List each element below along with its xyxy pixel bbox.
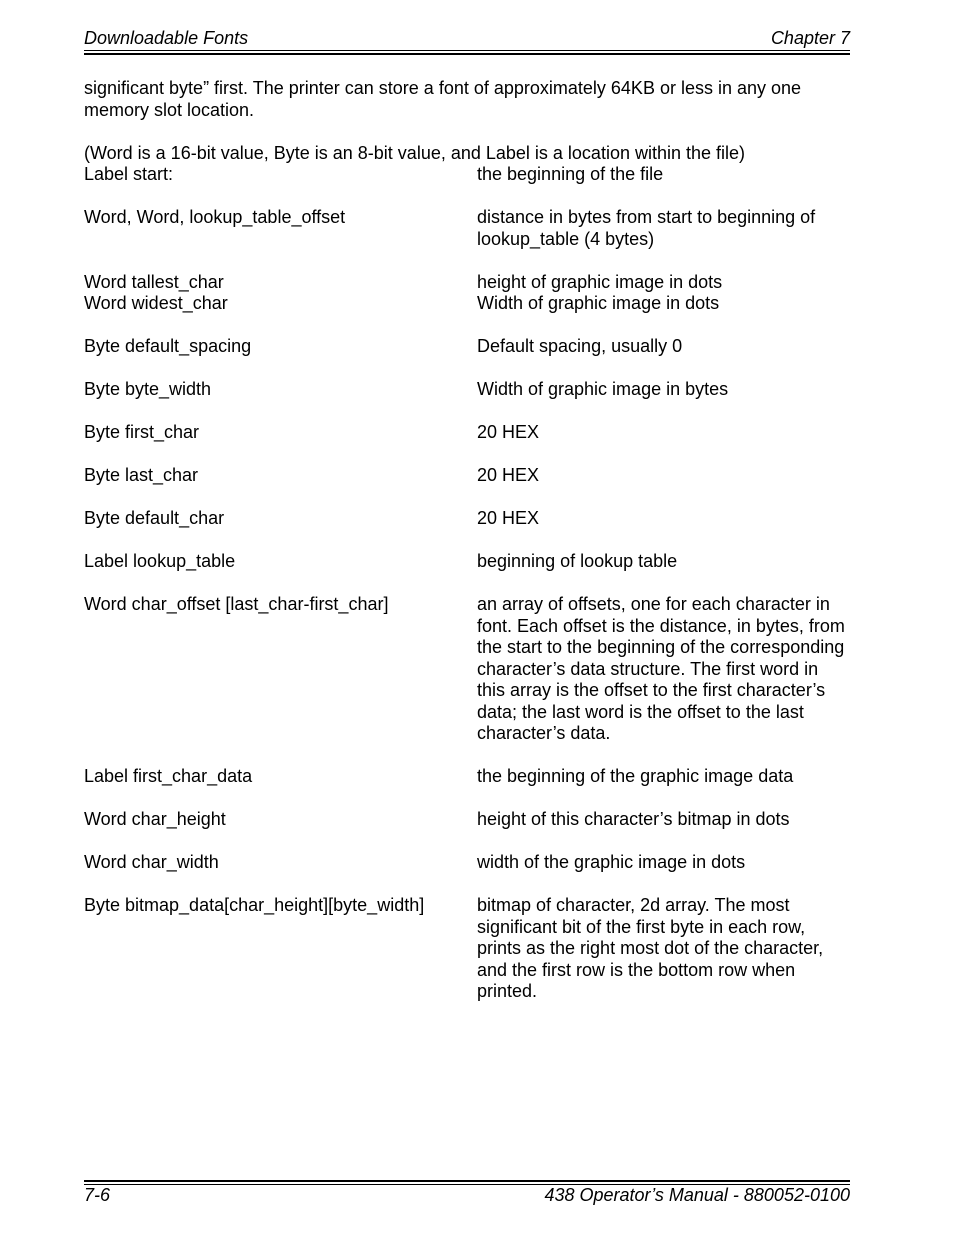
field-row: [84, 336, 850, 358]
field-name: Label start:: [84, 164, 174, 184]
field-description: height of this character’s bitmap in dots: [477, 809, 790, 829]
field-name: Label first_char_data: [84, 766, 253, 786]
field-description: 20 HEX: [477, 422, 540, 442]
field-description: bitmap of character, 2d array. The most significant bit of the first byte in each row, prints as the right most dot of the character, and the first row is the bottom row when printed.: [477, 895, 824, 1001]
field-description: 20 HEX: [477, 508, 540, 528]
field-row: [84, 207, 850, 250]
field-row: [84, 766, 850, 788]
header-rule: [84, 50, 850, 51]
field-name: Byte first_char: [84, 422, 200, 442]
field-name: Word char_offset [last_char-first_char]: [84, 594, 389, 614]
field-description: the beginning of the graphic image data: [477, 766, 794, 786]
field-row: [84, 272, 850, 294]
field-name: Byte default_spacing: [84, 336, 252, 356]
field-row: [84, 551, 850, 573]
field-row: [84, 594, 850, 745]
field-name: Word char_width: [84, 852, 219, 872]
header-rule-thick: [84, 53, 850, 55]
field-row: [84, 809, 850, 831]
field-description: Default spacing, usually 0: [477, 336, 683, 356]
field-name: Byte bitmap_data[char_height][byte_width]: [84, 895, 425, 915]
field-row: [84, 852, 850, 874]
field-row: [84, 293, 850, 315]
page-footer: [84, 1185, 850, 1209]
field-row: [84, 508, 850, 530]
field-name: Word, Word, lookup_table_offset: [84, 207, 346, 227]
field-name: Word widest_char: [84, 293, 228, 313]
field-description: height of graphic image in dots: [477, 271, 723, 292]
field-row: [84, 422, 850, 444]
field-description: distance in bytes from start to beginning of lookup_table (4 bytes): [477, 207, 816, 249]
intro-paragraph: significant byte” first. The printer can store a font of approximately 64KB or less in any one memory slot location.: [84, 78, 802, 120]
field-name: Word tallest_char: [84, 271, 224, 292]
field-description: Width of graphic image in bytes: [477, 379, 729, 399]
page-body: [84, 78, 850, 1024]
type-legend: (Word is a 16-bit value, Byte is an 8-bit value, and Label is a location within the file): [84, 142, 746, 163]
footer-rule-thick: [84, 1180, 850, 1182]
field-description: beginning of lookup table: [477, 551, 678, 571]
page-number: 7-6: [84, 1185, 111, 1205]
field-name: Byte byte_width: [84, 379, 212, 399]
field-description: 20 HEX: [477, 465, 540, 485]
field-name: Label lookup_table: [84, 551, 236, 571]
field-row: [84, 465, 850, 487]
field-description: the beginning of the file: [477, 164, 664, 184]
field-name: Word char_height: [84, 809, 226, 829]
field-name: Byte last_char: [84, 465, 199, 485]
field-description: width of the graphic image in dots: [477, 852, 746, 872]
manual-title: 438 Operator’s Manual - 880052-0100: [544, 1185, 850, 1205]
header-chapter: Chapter 7: [770, 28, 850, 48]
field-row: [84, 379, 850, 401]
field-description: Width of graphic image in dots: [477, 293, 720, 313]
field-description: an array of offsets, one for each character in font. Each offset is the distance, in bytes, from the start to the beginning of the corresponding character’s data structure. The first word in this array is the offset to the first character’s data; the last word is the offset to the last character’s data.: [477, 594, 845, 743]
header-section-title: Downloadable Fonts: [84, 28, 249, 48]
page-header: [84, 28, 850, 52]
field-row: [84, 895, 850, 1003]
field-row: [84, 164, 850, 186]
field-name: Byte default_char: [84, 508, 225, 528]
